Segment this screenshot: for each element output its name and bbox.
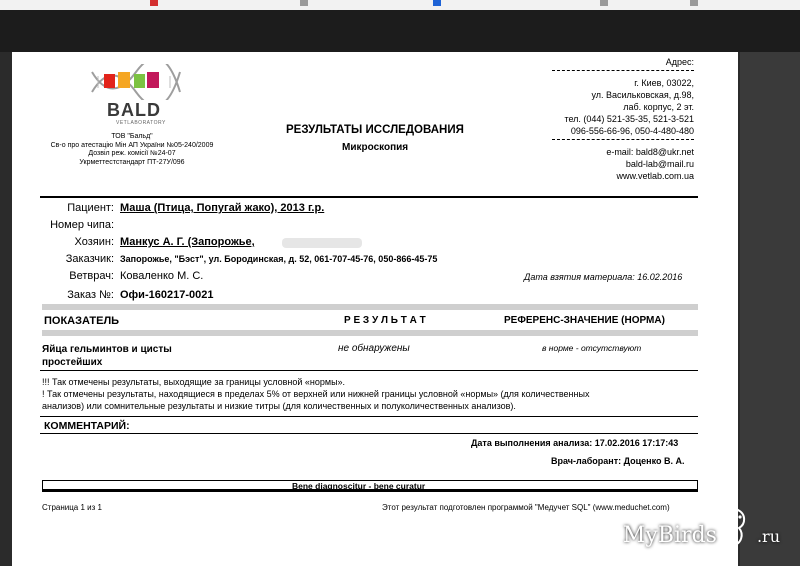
chip-label: Номер чипа: xyxy=(50,219,114,231)
order-value: Офи-160217-0021 xyxy=(120,289,214,301)
company-line: Дозвіл реж. комісії №24-07 xyxy=(88,150,176,157)
report-page xyxy=(12,52,738,566)
table-row-reference: в норме - отсутствуют xyxy=(542,343,642,353)
sample-date: Дата взятия материала: 16.02.2016 xyxy=(524,272,683,282)
browser-top-strip xyxy=(0,0,800,10)
page-number: Страница 1 из 1 xyxy=(42,503,102,512)
table-row-result: не обнаружены xyxy=(338,343,410,354)
customer-value: Запорожье, "Бэст", ул. Бородинская, д. 52, 061-707-45-76, 050-866-45-75 xyxy=(120,254,438,264)
address-block xyxy=(512,77,694,137)
logo-name: BALD xyxy=(107,100,161,120)
blue-tab-icon[interactable] xyxy=(433,0,441,6)
company-line: Укрметтестстандарт ПТ-27У/096 xyxy=(79,158,185,166)
legend-line: ! Так отмечены результаты, находящиеся в пределах 5% от верхней или нижней границы условной «нормы» (для количественных xyxy=(42,389,590,399)
legend-line: !!! Так отмечены результаты, выходящие за границы условной «нормы». xyxy=(42,377,346,387)
header-divider xyxy=(40,196,698,198)
contacts-divider xyxy=(552,139,694,140)
red-tab-icon[interactable] xyxy=(150,0,158,6)
address-line: ул. Васильковская, д.98, xyxy=(591,90,694,100)
address-line: тел. (044) 521-35-35, 521-3-521 xyxy=(564,114,694,124)
order-label: Заказ №: xyxy=(67,289,114,301)
address-heading: Адрес: xyxy=(665,57,694,67)
site-watermark xyxy=(623,508,780,548)
indicator-line: простейших xyxy=(42,357,103,368)
address-divider xyxy=(552,70,694,71)
software-note: Этот результат подготовлен программой "Медучет SQL" (www.meduchet.com) xyxy=(382,503,670,512)
col-reference-header: РЕФЕРЕНС-ЗНАЧЕНИЕ (НОРМА) xyxy=(504,315,665,326)
company-line: Св-о про атестацію Мін АП України №05-240/2009 xyxy=(50,141,214,149)
contact-email: e-mail: bald8@ukr.net xyxy=(606,147,694,157)
company-line: ТОВ "Бальд" xyxy=(111,133,153,140)
table-divider xyxy=(40,370,698,371)
tab-icon[interactable] xyxy=(300,0,308,6)
patient-label: Пациент: xyxy=(67,202,114,214)
analysis-date: Дата выполнения анализа: 17.02.2016 17:17:43 xyxy=(471,438,679,448)
indicator-line: Яйца гельминтов и цисты xyxy=(42,344,172,355)
report-subtitle: Микроскопия xyxy=(342,142,409,153)
col-result-header: Р Е З У Л Ь Т А Т xyxy=(344,315,426,326)
logo-square-2 xyxy=(118,72,130,88)
table-header-top-bar xyxy=(42,304,698,310)
owner-value: Манкус А. Г. (Запорожье, xyxy=(120,236,255,248)
logo-square-4 xyxy=(147,72,159,88)
doctor-name: Врач-лаборант: Доценко В. А. xyxy=(551,456,685,466)
logo-square-3 xyxy=(134,74,145,88)
tab-icon[interactable] xyxy=(690,0,698,6)
vet-value: Коваленко М. С. xyxy=(120,270,204,282)
logo-square-1 xyxy=(104,74,115,88)
contact-website: www.vetlab.com.ua xyxy=(616,171,694,181)
contact-email: bald-lab@mail.ru xyxy=(625,159,694,169)
bird-logo-icon xyxy=(724,508,750,548)
comments-divider xyxy=(40,416,698,417)
patient-value: Маша (Птица, Попугай жако), 2013 г.р. xyxy=(120,202,325,214)
viewer-background xyxy=(740,52,800,566)
address-line: 096-556-66-96, 050-4-480-480 xyxy=(570,126,694,136)
comments-underline xyxy=(40,433,698,434)
address-line: г. Киев, 03022, xyxy=(634,78,694,88)
tab-icon[interactable] xyxy=(600,0,608,6)
logo-tagline: VETLABORATORY xyxy=(116,120,166,126)
owner-label: Хозяин: xyxy=(74,236,114,248)
motto-text: Bene diagnoscitur - bene curatur xyxy=(292,481,426,491)
col-indicator-header: ПОКАЗАТЕЛЬ xyxy=(44,315,120,327)
redacted-blur xyxy=(282,238,362,248)
report-title: РЕЗУЛЬТАТЫ ИССЛЕДОВАНИЯ xyxy=(286,124,464,136)
customer-label: Заказчик: xyxy=(65,253,114,265)
table-header-bottom-bar xyxy=(42,330,698,336)
company-info xyxy=(42,133,222,167)
table-row-indicator xyxy=(42,343,172,369)
viewer-toolbar xyxy=(0,10,800,52)
vet-label: Ветврач: xyxy=(69,270,114,282)
legend-notes xyxy=(42,376,589,412)
legend-line: анализов) или сомнительные результаты и низкие титры (для количественных и полуколичественных анализов). xyxy=(42,401,516,411)
watermark-brand: MyBirds xyxy=(622,523,717,548)
watermark-suffix: .ru xyxy=(756,527,780,546)
address-line: лаб. корпус, 2 эт. xyxy=(623,102,694,112)
dna-logo-icon xyxy=(90,64,182,100)
comments-label: КОММЕНТАРИЙ: xyxy=(44,420,130,432)
contacts-block xyxy=(512,146,694,182)
